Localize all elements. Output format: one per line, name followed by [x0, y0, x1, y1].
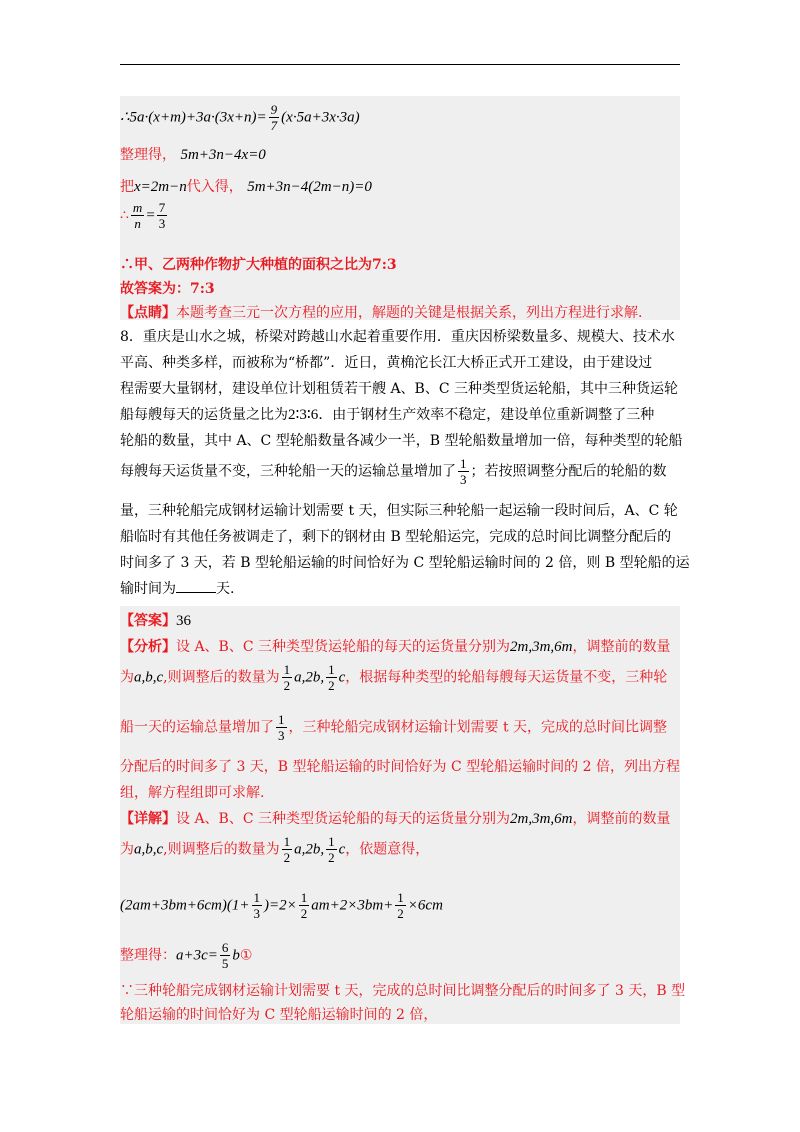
problem-line-2: 平高、种类多样，而被称为“桥都”．近日，黄桷沱长江大桥正式开工建设，由于建设过	[120, 355, 653, 371]
analysis-line-4: 分配后的时间多了 3 天，B 型轮船运输的时间恰好为 C 型轮船运输时间的 2 倍，列出方程	[120, 759, 680, 775]
detail-line-1: 【详解】设 A、B、C 三种类型货运轮船的每天的运货量分别为2m,3m,6m，调整前的数量	[120, 811, 671, 827]
problem-line-1: 8．重庆是山水之城，桥梁对跨越山水起着重要作用．重庆因桥梁数量多、规模大、技术水	[120, 329, 675, 345]
problem-line-7: 量，三种轮船完成钢材运输计划需要 t 天，但实际三种轮船一起运输一段时间后，A、C 轮	[120, 503, 678, 519]
fraction-1-3: $\frac{1}{3}$	[460, 456, 467, 487]
because-line-2: 轮船运输的时间恰好为 C 型轮船运输时间的 2 倍，	[120, 1007, 438, 1023]
because-line-1: ∵三种轮船完成钢材运输计划需要 t 天，完成的总时间比调整分配后的时间多了 3 天，B 型	[120, 983, 686, 999]
analysis-line-3: 船一天的运输总量增加了 $\frac{1}{3}$ ，三种轮船完成钢材运输计划需要 t 天，完成的总时间比调整	[120, 712, 668, 743]
ratio-line: ∴ $\frac{m}{n}$ = $\frac{7}{3}$	[120, 200, 166, 231]
problem-line-9: 时间多了 3 天，若 B 型轮船运输的时间恰好为 C 型轮船运输时间的 2 倍，则 B 型轮船的运	[120, 555, 690, 571]
problem-line-10: 输时间为 天.	[120, 581, 235, 597]
fraction-7-3: $\frac{7}{3}$	[158, 200, 166, 231]
substitute-line: 把x=2m−n代入得， 5m+3n−4(2m−n)=0	[120, 179, 372, 195]
answer-blank[interactable]	[176, 580, 216, 593]
detail-equation: (2am+3bm+6cm)(1+ $\frac{1}{3}$ )=2× $\frac{1}{2}$ am+2×3bm+ $\frac{1}{2}$ ×6cm	[120, 890, 443, 921]
answer-analysis-block	[120, 606, 686, 1024]
simplify-line: 整理得， 5m+3n−4x=0	[120, 147, 266, 163]
problem-line-5: 轮船的数量，其中 A、C 型轮船数量各减少一半，B 型轮船数量增加一倍，每种类型的轮船	[120, 433, 683, 449]
answer-line: 故答案为：7:3	[120, 281, 215, 297]
problem-8	[120, 322, 690, 606]
fraction-m-n: $\frac{m}{n}$	[132, 200, 143, 231]
problem-line-6: 每艘每天运货量不变，三种轮船一天的运输总量增加了 $\frac{1}{3}$ ；若按照调整分配后的轮船的数	[120, 456, 667, 487]
problem-line-4: 船每艘每天的运货量之比为2∶3∶6．由于钢材生产效率不稳定，建设单位重新调整了三种	[120, 407, 655, 423]
detail-simplify: 整理得：a+3c= $\frac{6}{5}$ b①	[120, 940, 253, 971]
analysis-line-5: 组，解方程组即可求解.	[120, 785, 265, 801]
comment-line: 【点睛】本题考查三元一次方程的应用，解题的关键是根据关系，列出方程进行求解.	[120, 305, 643, 321]
header-rule	[120, 64, 680, 65]
equation-line-1: ∴5a·(x+m)+3a·(3x+n)= $\frac{9}{7}$ (x·5a+3x·3a)	[120, 102, 360, 133]
answer-row: 【答案】36	[120, 613, 191, 629]
fraction-9-7: $\frac{9}{7}$	[270, 102, 278, 133]
problem-line-3: 程需要大量钢材，建设单位计划租赁若干艘 A、B、C 三种类型货运轮船，其中三种货运轮	[120, 381, 679, 397]
problem-line-8: 船临时有其他任务被调走了，剩下的钢材由 B 型轮船运完，完成的总时间比调整分配后的	[120, 529, 672, 545]
solution-tail-block	[120, 96, 680, 320]
detail-line-2: 为a,b,c,则调整后的数量为 $\frac{1}{2}$ a,2b, $\frac{1}{2}$ c，依题意得，	[120, 834, 430, 865]
analysis-line-2: 为a,b,c,则调整后的数量为 $\frac{1}{2}$ a,2b, $\frac{1}{2}$ c，根据每种类型的轮船每艘每天运货量不变，三种轮	[120, 662, 668, 693]
analysis-line-1: 【分析】设 A、B、C 三种类型货运轮船的每天的运货量分别为2m,3m,6m，调整前的数量	[120, 639, 671, 655]
conclusion-line: ∴甲、乙两种作物扩大种植的面积之比为7:3	[120, 257, 397, 273]
